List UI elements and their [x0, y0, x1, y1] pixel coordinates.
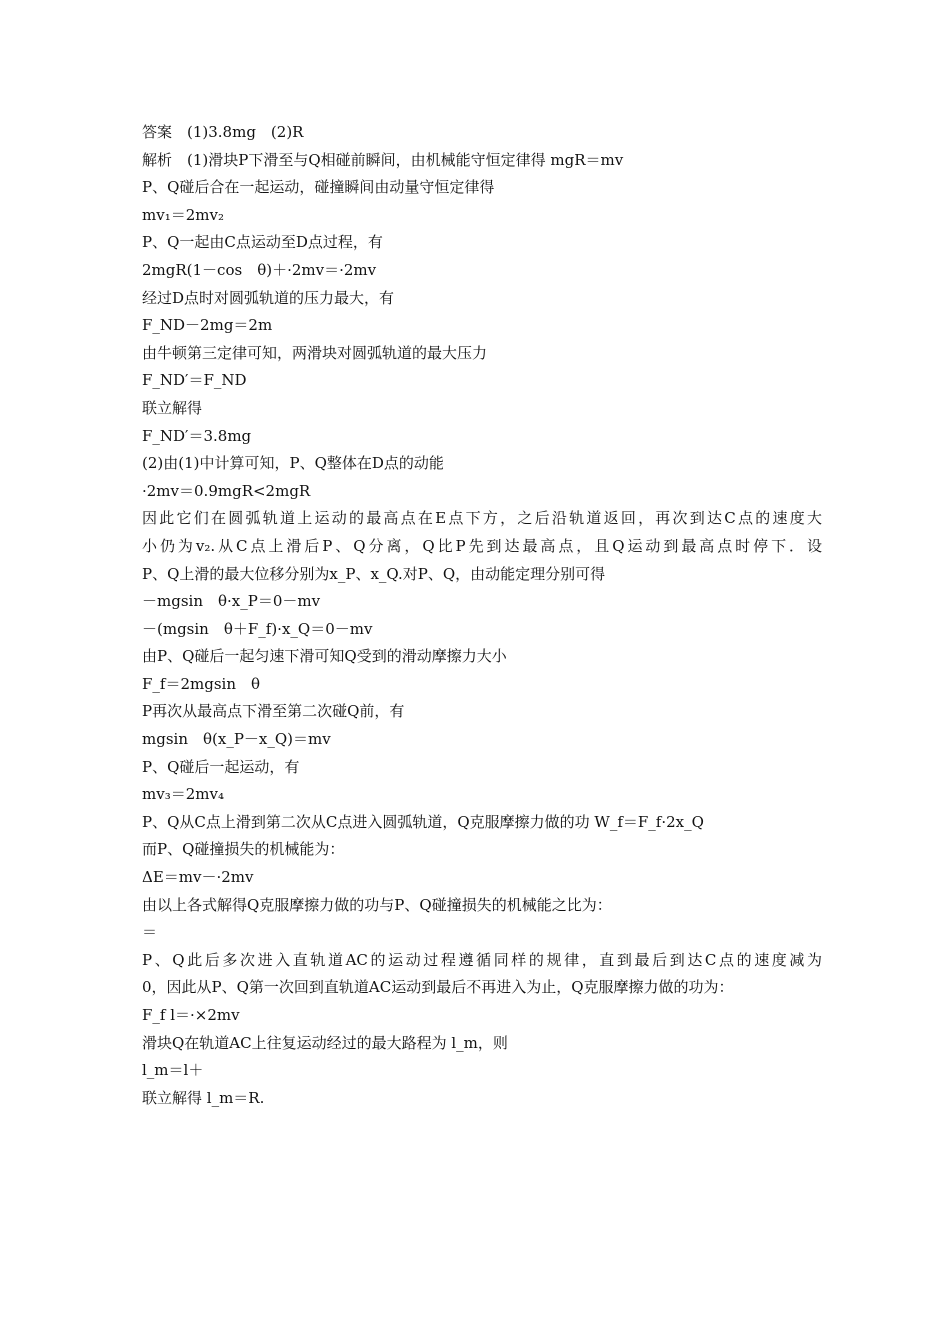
equation-line: l_m＝l＋	[142, 1061, 204, 1080]
text-line: P、Q碰后合在一起运动，碰撞瞬间由动量守恒定律得	[142, 178, 495, 197]
equation-line: F_f＝2mgsin θ	[142, 674, 261, 693]
analysis-line: 解析 (1)滑块P下滑至与Q相碰前瞬间，由机械能守恒定律得 mgR＝mv	[142, 150, 624, 169]
text-line: P再次从最高点下滑至第二次碰Q前，有	[142, 702, 405, 721]
text-line: P、Q此后多次进入直轨道AC的运动过程遵循同样的规律，直到最后到达C点的速度减为	[142, 950, 822, 969]
equation-line: F_ND′＝F_ND	[142, 371, 247, 390]
text-line: 滑块Q在轨道AC上往复运动经过的最大路程为 l_m，则	[142, 1033, 508, 1052]
equation-line: mgsin θ(x_P－x_Q)＝mv	[142, 730, 331, 749]
text-line: 由P、Q碰后一起匀速下滑可知Q受到的滑动摩擦力大小	[142, 647, 507, 666]
text-line: 联立解得	[142, 398, 203, 417]
equation-line: －(mgsin θ＋F_f)·x_Q＝0－mv	[142, 619, 373, 638]
text-line: 而P、Q碰撞损失的机械能为：	[142, 840, 345, 859]
solution-text	[142, 119, 822, 1112]
text-line: 小仍为v₂.从C点上滑后P、Q分离，Q比P先到达最高点，且Q运动到最高点时停下．设	[142, 536, 822, 555]
text-line: P、Q上滑的最大位移分别为x_P、x_Q.对P、Q，由动能定理分别可得	[142, 564, 606, 583]
equation-line: －mgsin θ·x_P＝0－mv	[142, 592, 321, 611]
text-line: 0，因此从P、Q第一次回到直轨道AC运动到最后不再进入为止，Q克服摩擦力做的功为：	[142, 978, 734, 997]
equation-line: ·2mv＝0.9mgR<2mgR	[142, 481, 311, 500]
equation-line: F_ND－2mg＝2m	[142, 316, 273, 335]
text-line: P、Q从C点上滑到第二次从C点进入圆弧轨道，Q克服摩擦力做的功 W_f＝F_f·2x_Q	[142, 812, 704, 831]
text-line: P、Q一起由C点运动至D点过程，有	[142, 233, 383, 252]
text-line: 由牛顿第三定律可知，两滑块对圆弧轨道的最大压力	[142, 343, 488, 362]
equation-line: mv₁＝2mv₂	[142, 205, 224, 224]
equation-line: ΔE＝mv－·2mv	[142, 868, 254, 887]
equation-line: 2mgR(1－cos θ)＋·2mv＝·2mv	[142, 260, 377, 279]
text-line: (2)由(1)中计算可知，P、Q整体在D点的动能	[142, 454, 444, 473]
text-line: 因此它们在圆弧轨道上运动的最高点在E点下方，之后沿轨道返回，再次到达C点的速度大	[142, 509, 822, 528]
text-line: 由以上各式解得Q克服摩擦力做的功与P、Q碰撞损失的机械能之比为：	[142, 895, 612, 914]
equation-line: F_ND′＝3.8mg	[142, 426, 252, 445]
text-line: 经过D点时对圆弧轨道的压力最大，有	[142, 288, 395, 307]
equation-line: ＝	[142, 923, 158, 942]
equation-line: mv₃＝2mv₄	[142, 785, 224, 804]
conclusion-line: 联立解得 l_m＝R.	[142, 1088, 265, 1107]
answer-line: 答案 (1)3.8mg (2)R	[142, 123, 304, 141]
equation-line: F_f l＝·×2mv	[142, 1006, 240, 1024]
text-line: P、Q碰后一起运动，有	[142, 757, 300, 776]
